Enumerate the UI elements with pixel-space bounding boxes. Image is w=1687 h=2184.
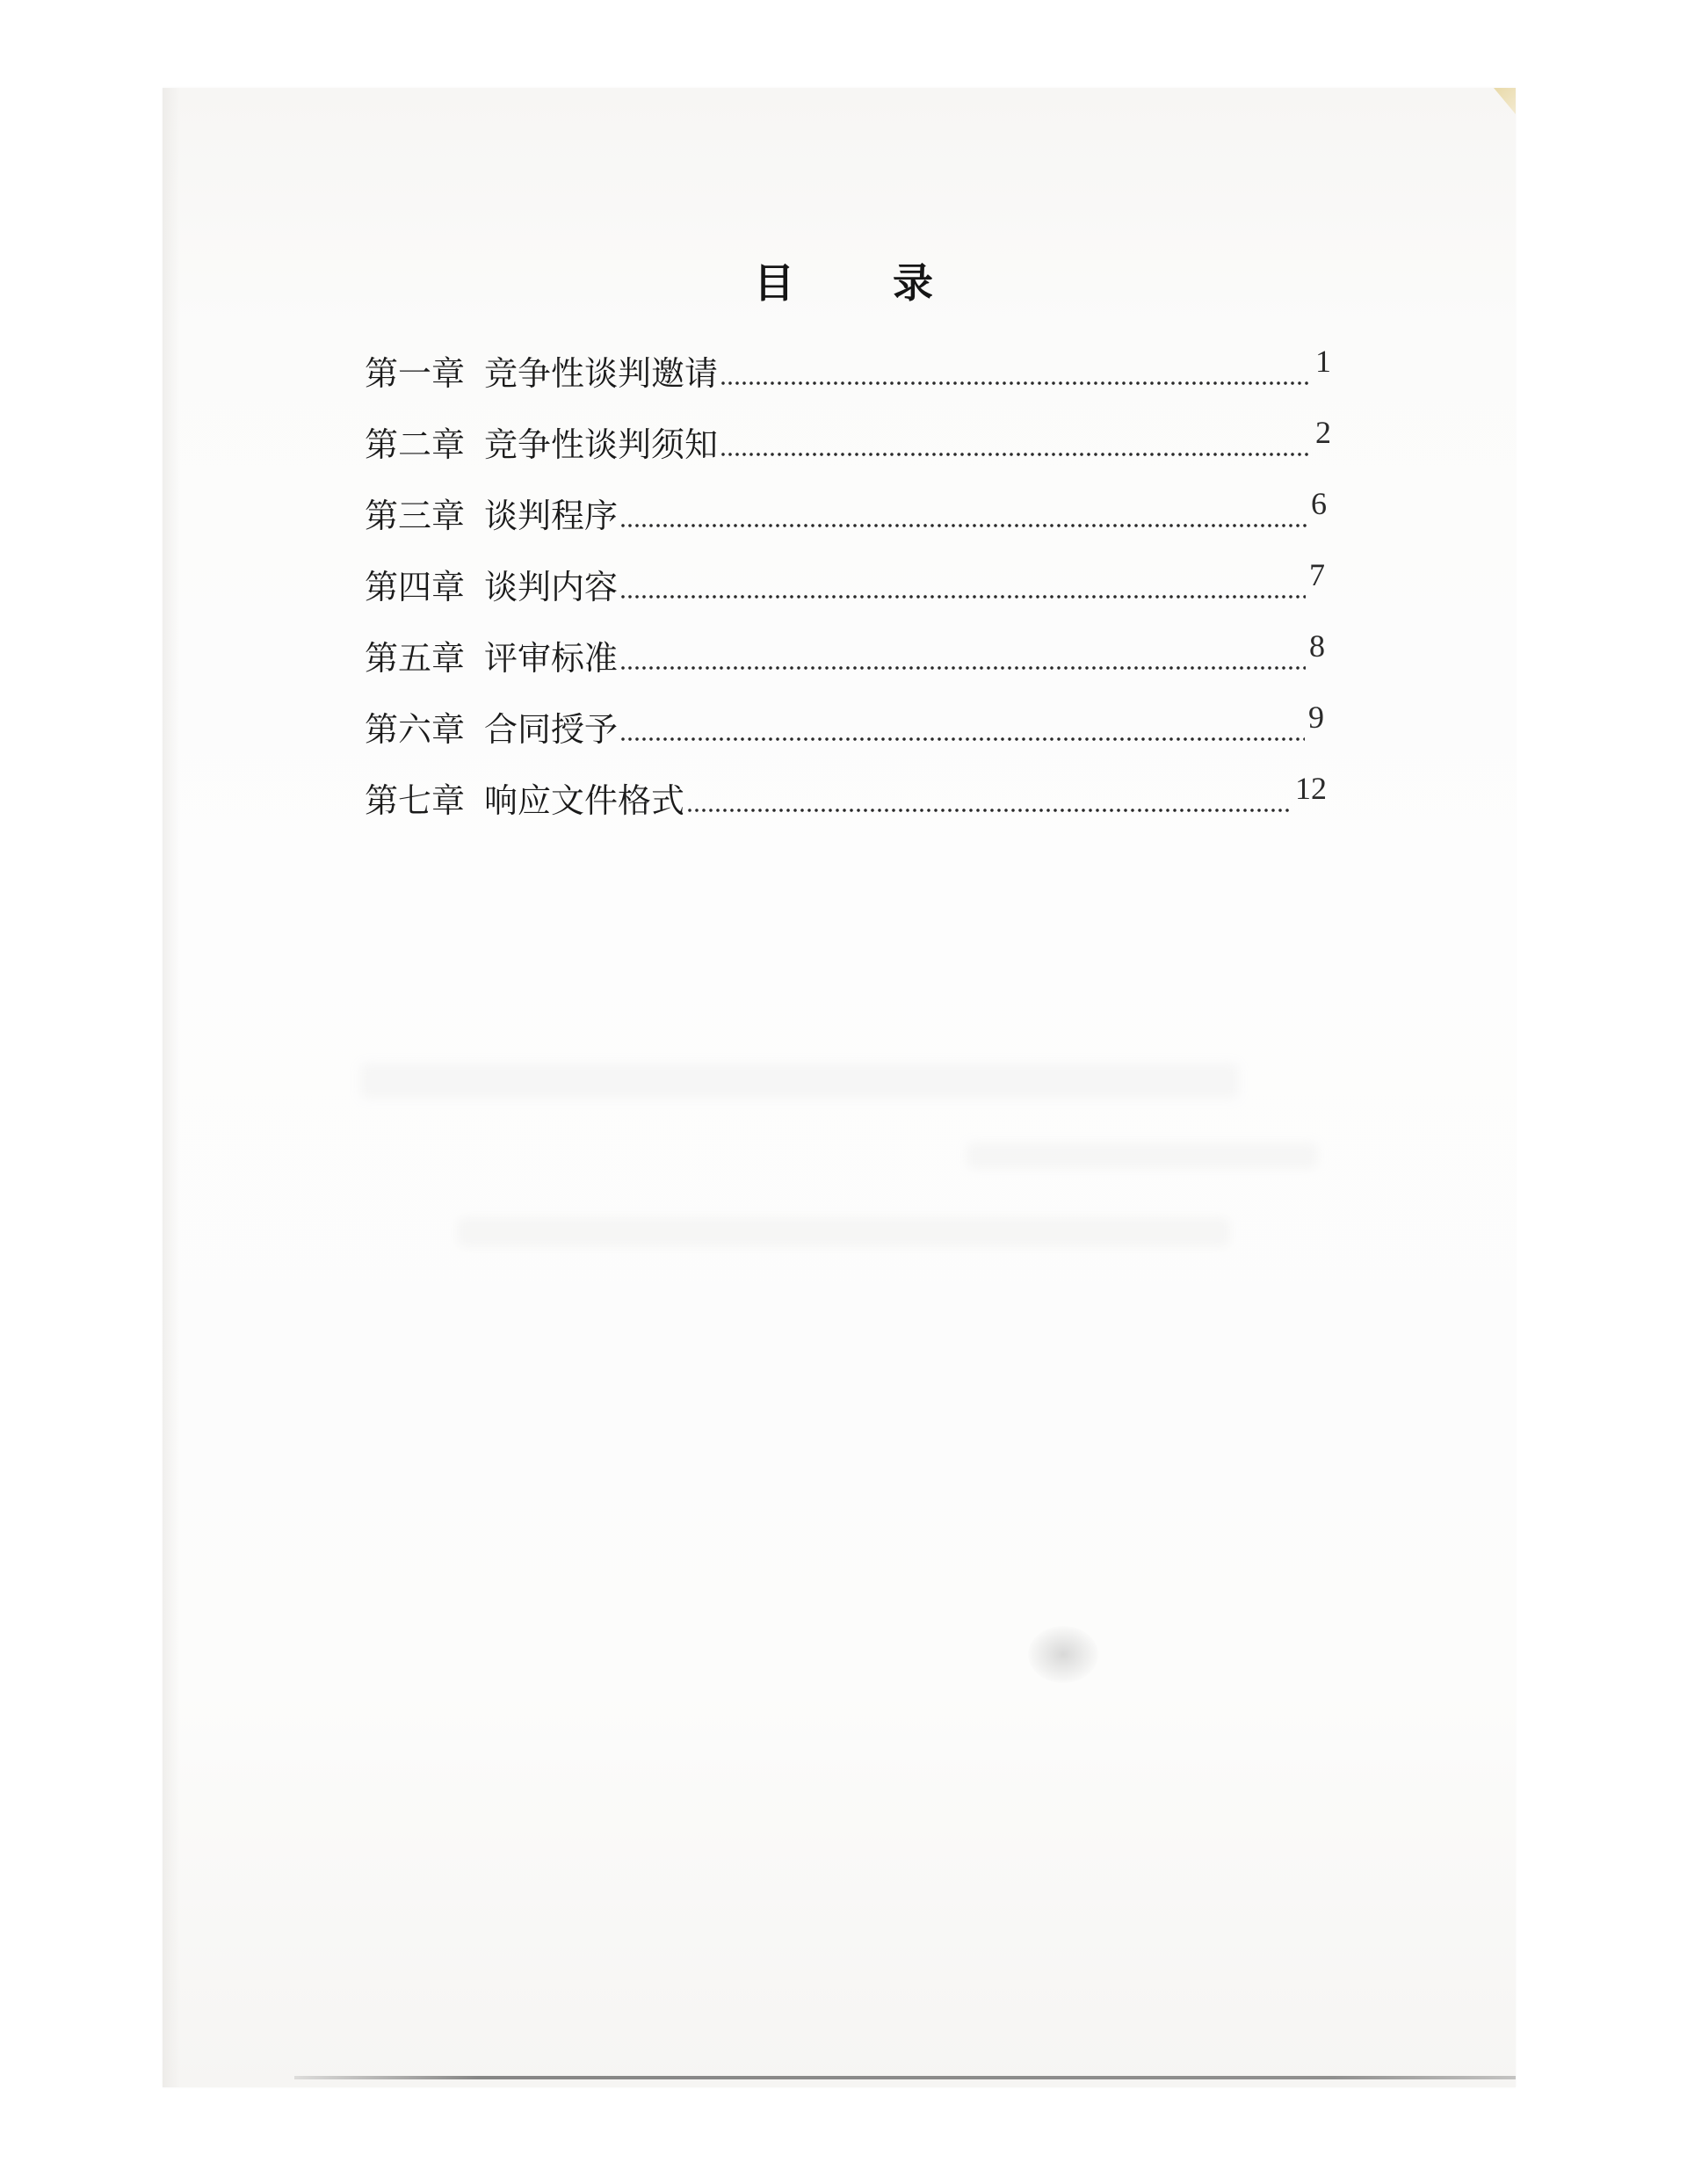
toc-chapter-number: 第二章 <box>365 425 466 464</box>
toc-dot-leader <box>720 451 1312 458</box>
toc-entry <box>365 414 1331 467</box>
toc-chapter-number: 第三章 <box>365 497 466 535</box>
toc-entry <box>365 699 1324 751</box>
toc-chapter-title: 合同授予 <box>484 710 619 749</box>
toc-title: 目 录 <box>753 259 975 307</box>
toc-entry <box>365 770 1327 823</box>
toc-chapter-number: 第四章 <box>365 568 466 606</box>
toc-chapter-number: 第七章 <box>365 781 466 820</box>
toc-entry <box>365 485 1327 538</box>
toc-page-number: 8 <box>1309 628 1325 664</box>
toc-entry <box>365 628 1325 680</box>
toc-page-number: 1 <box>1315 344 1331 379</box>
toc-chapter-title: 谈判内容 <box>484 568 619 606</box>
toc-dot-leader <box>619 522 1307 529</box>
toc-chapter-number: 第一章 <box>365 354 466 393</box>
toc-chapter-title: 评审标准 <box>484 639 619 678</box>
paper-bottom-edge <box>294 2076 1516 2079</box>
toc-page-number: 12 <box>1295 771 1327 806</box>
toc-page-number: 6 <box>1311 486 1327 521</box>
toc-page-number: 7 <box>1309 557 1325 592</box>
toc-dot-leader <box>619 664 1306 671</box>
toc-dot-leader <box>619 593 1306 600</box>
toc-entry <box>365 343 1331 395</box>
toc-dot-leader <box>686 807 1292 814</box>
toc-page-number: 9 <box>1308 700 1324 735</box>
toc-chapter-number: 第五章 <box>365 639 466 678</box>
toc-dot-leader <box>720 380 1312 387</box>
show-through-text <box>360 1063 1239 1099</box>
show-through-text <box>457 1217 1230 1247</box>
toc-chapter-title: 竞争性谈判须知 <box>484 425 719 464</box>
toc-chapter-title: 响应文件格式 <box>484 781 685 820</box>
paper-smudge <box>1028 1626 1098 1683</box>
toc-entry <box>365 556 1325 609</box>
paper-left-shadow <box>163 88 180 2087</box>
toc-page-number: 2 <box>1315 415 1331 450</box>
toc-chapter-title: 谈判程序 <box>484 497 619 535</box>
toc-chapter-title: 竞争性谈判邀请 <box>484 354 719 393</box>
show-through-text <box>967 1143 1318 1169</box>
toc-chapter-number: 第六章 <box>365 710 466 749</box>
toc-dot-leader <box>619 736 1305 743</box>
